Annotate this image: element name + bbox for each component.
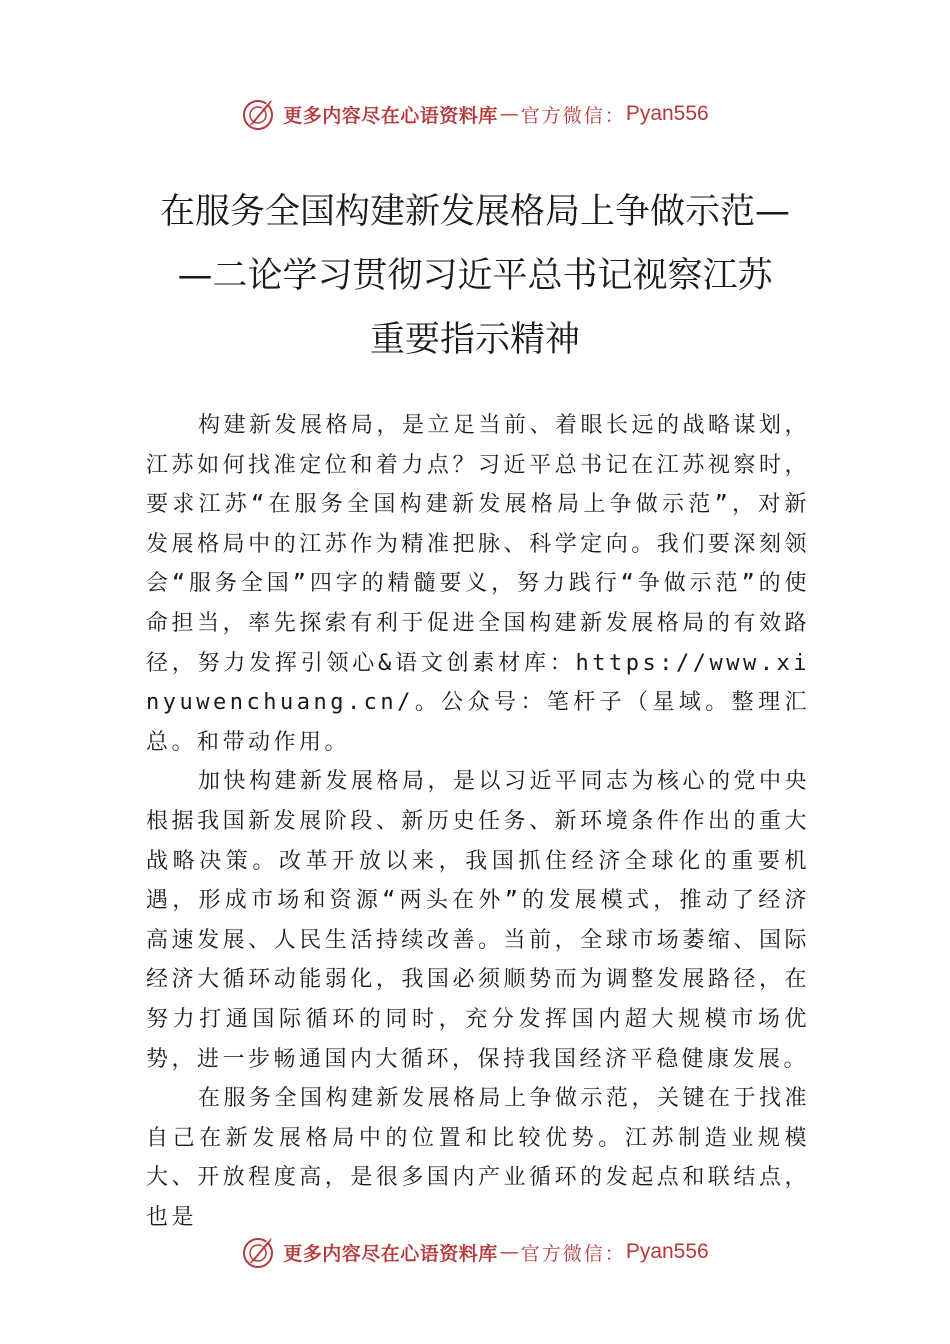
- title-line-3: 重要指示精神: [369, 320, 580, 360]
- paragraph-1: 构建新发展格局，是立足当前、着眼长远的战略谋划，江苏如何找准定位和着力点？习近平总书记在江苏视察时，要求江苏“在服务全国构建新发展格局上争做示范”，对新发展格局中的江苏作为精准把脉、科学定向。我们要深刻领会“服务全国”四字的精髓要义，努力践行“争做示范”的使命担当，率先探索有利于促进全国构建新发展格局的有效路径，努力发挥引领心&语文创素材库：https://www.xinyuwenchuang.cn/。公众号：笔杆子（星域。整理汇总。和带动作用。: [146, 413, 811, 755]
- title-line-2: —二论学习贯彻习近平总书记视察江苏: [177, 256, 773, 296]
- paragraph-2: 加快构建新发展格局，是以习近平同志为核心的党中央根据我国新发展阶段、新历史任务、新环境条件作出的重大战略决策。改革开放以来，我国抓住经济全球化的重要机遇，形成市场和资源“两头在外”的发展模式，推动了经济高速发展、人民生活持续改善。当前，全球市场萎缩、国际经济大循环动能弱化，我国必须顺势而为调整发展路径，在努力打通国际循环的同时，充分发挥国内超大规模市场优势，进一步畅通国内大循环，保持我国经济平稳健康发展。: [146, 769, 811, 1072]
- banner-wechat-id: Pyan556: [625, 1240, 709, 1263]
- banner-dash: —: [499, 1241, 519, 1263]
- paragraph-3: 在服务全国构建新发展格局上争做示范，关键在于找准自己在新发展格局中的位置和比较优势。江苏制造业规模大、开放程度高，是很多国内产业循环的发起点和联结点，也是: [146, 1086, 811, 1230]
- banner-wechat-id: Pyan556: [625, 102, 709, 125]
- quill-logo-icon: [241, 1234, 277, 1270]
- header-banner: [0, 94, 950, 134]
- banner-main-text: 更多内容尽在心语资料库: [283, 1242, 498, 1265]
- banner-dash: —: [499, 103, 519, 125]
- footer-banner: [0, 1232, 950, 1272]
- quill-logo-icon: [241, 96, 277, 132]
- banner-wechat-label: 官方微信：: [520, 1242, 626, 1265]
- banner-wechat-label: 官方微信：: [520, 104, 626, 127]
- article-body: [146, 406, 810, 1237]
- title-line-1: 在服务全国构建新发展格局上争做示范—: [159, 192, 790, 232]
- banner-main-text: 更多内容尽在心语资料库: [283, 104, 498, 127]
- page-title: [150, 180, 800, 372]
